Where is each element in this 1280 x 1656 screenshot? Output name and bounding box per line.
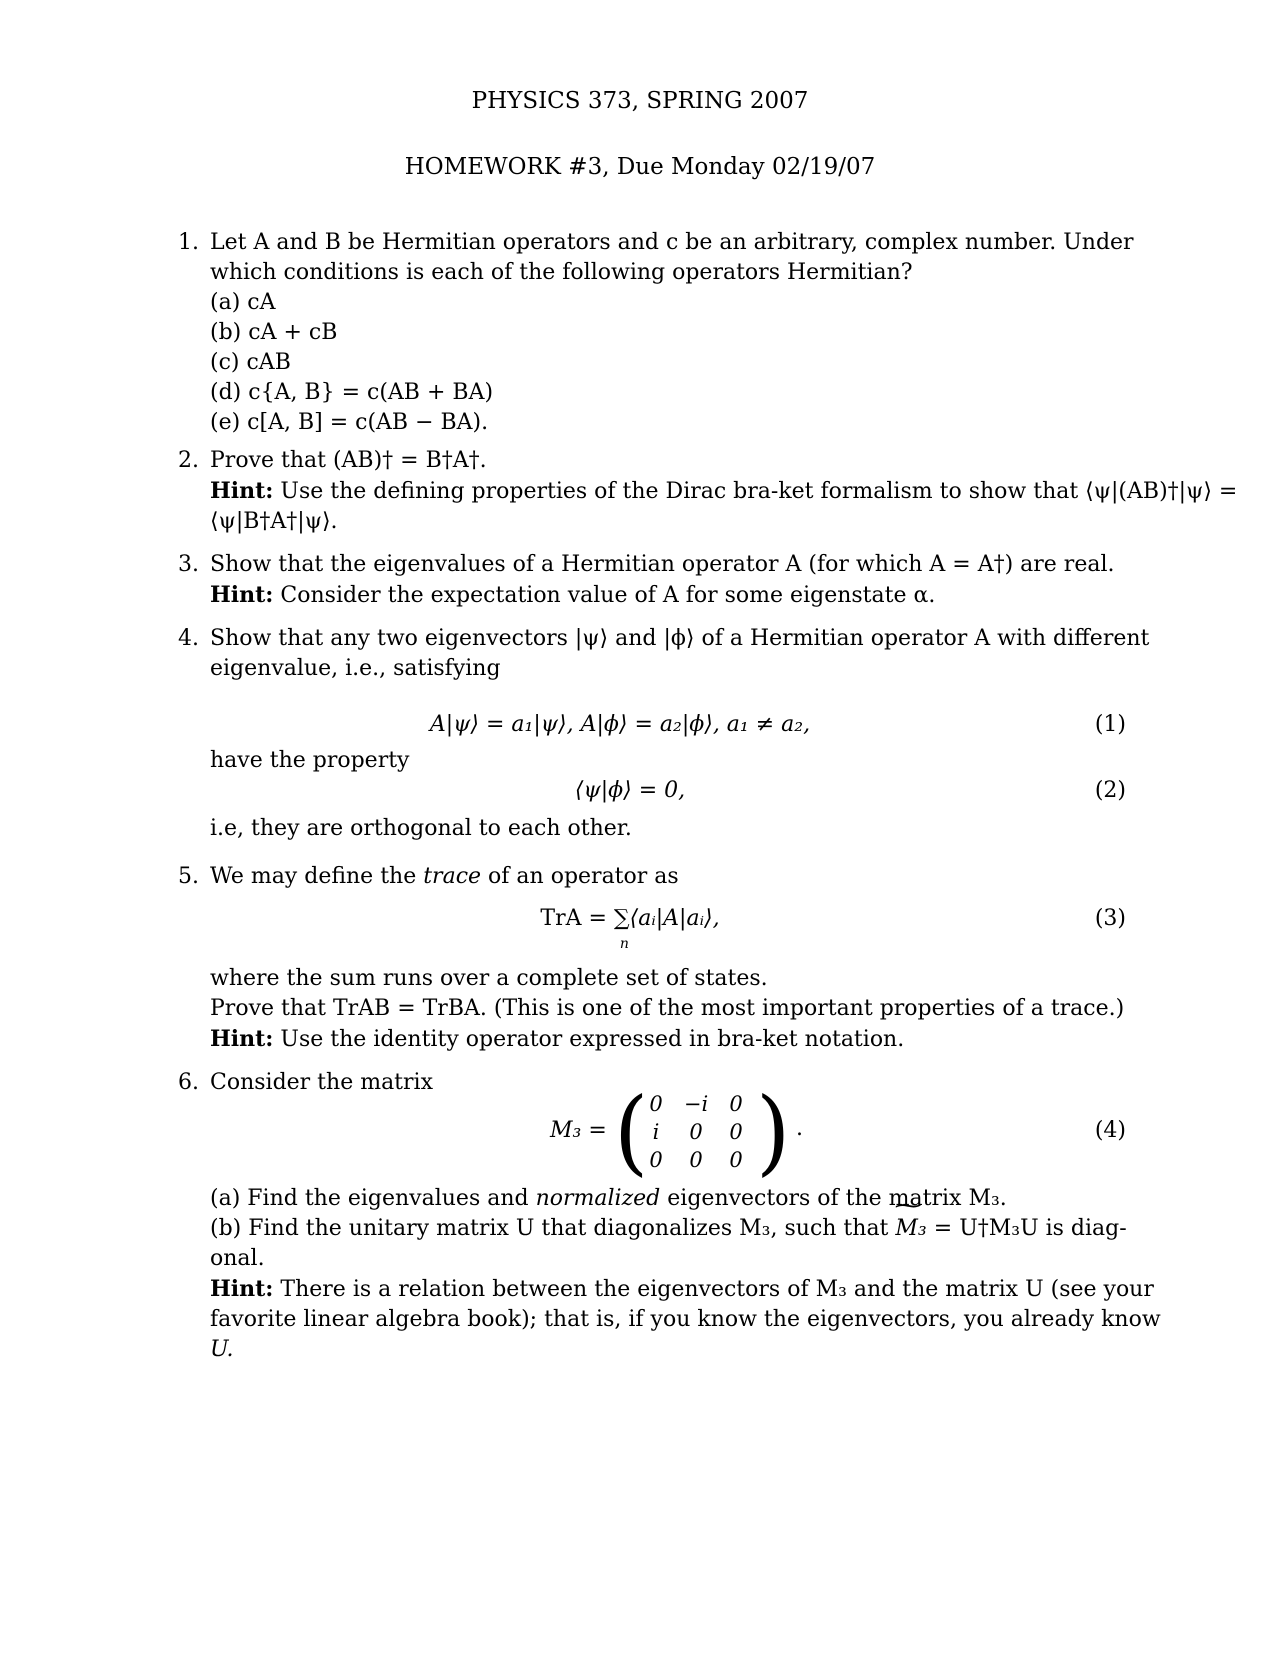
sub-item-b: = U†M₃U is diag- <box>933 1216 1127 1241</box>
problem-text: Prove that (AB)† = B†A†. <box>210 448 487 473</box>
matrix-cell: 0 <box>729 1120 743 1144</box>
matrix-cell: 0 <box>689 1148 703 1172</box>
problem-number: 3. <box>178 552 199 577</box>
matrix-cell: 0 <box>729 1148 743 1172</box>
problem-1 <box>178 228 1134 438</box>
problem-number: 5. <box>178 864 199 889</box>
equation-number: (2) <box>1094 778 1126 803</box>
problem-number: 1. <box>178 230 199 255</box>
hint-text: ⟨ψ|B†A†|ψ⟩. <box>210 509 338 534</box>
sub-item-b: (b) cA + cB <box>210 320 338 345</box>
problem-number: 6. <box>178 1070 199 1095</box>
sum-sign: ∑ <box>613 906 630 931</box>
hint-text: Use the identity operator expressed in bra-ket notation. <box>280 1027 905 1052</box>
right-paren: ) <box>756 1077 791 1186</box>
sub-item-a: (a) cA <box>210 290 276 315</box>
problem-3 <box>178 550 1118 611</box>
equation-left: TrA = <box>540 906 607 931</box>
course-title: PHYSICS 373, SPRING 2007 <box>471 88 809 114</box>
sub-item-c: (c) cAB <box>210 350 291 375</box>
problem-text: eigenvalue, i.e., satisfying <box>210 656 501 681</box>
problem-text: which conditions is each of the following operators Hermitian? <box>210 260 913 285</box>
matrix-cell: 0 <box>649 1148 663 1172</box>
matrix-cell: −i <box>683 1092 709 1116</box>
problem-2 <box>178 446 1238 537</box>
hint-label: Hint: <box>210 582 274 608</box>
equation-number: (1) <box>1094 712 1126 737</box>
sub-item-d: (d) c{A, B} = c(AB + BA) <box>210 380 494 405</box>
emphasis-trace: trace <box>423 864 482 889</box>
problem-number: 4. <box>178 626 199 651</box>
sub-item-a: (a) Find the eigenvalues and <box>210 1186 529 1211</box>
hint-text: There is a relation between the eigenvectors of M₃ and the matrix U (see your <box>280 1277 1154 1302</box>
problem-6-continued <box>178 1184 1161 1365</box>
hint-label: Hint: <box>210 1276 274 1302</box>
sub-item-b: onal. <box>210 1246 265 1271</box>
problem-text: i.e, they are orthogonal to each other. <box>210 816 632 841</box>
problem-4 <box>178 624 1150 684</box>
problem-text: have the property <box>210 748 410 773</box>
problem-text: Consider the matrix <box>210 1070 433 1095</box>
matrix-cell: i <box>652 1120 660 1144</box>
equation-number: (4) <box>1094 1118 1126 1143</box>
sum-symbol <box>613 906 630 952</box>
m3-tilde: ~ M₃ <box>895 1214 926 1244</box>
matrix-cell: 0 <box>689 1120 703 1144</box>
equation-body: A|ψ⟩ = a₁|ψ⟩, A|ϕ⟩ = a₂|ϕ⟩, a₁ ≠ a₂, <box>429 712 811 737</box>
left-paren: ( <box>614 1077 649 1186</box>
problem-5-continued <box>178 964 1125 1055</box>
problem-5 <box>178 862 1118 892</box>
problem-text: Prove that TrAB = TrBA. (This is one of the most important properties of a trace.) <box>210 996 1125 1021</box>
equation-right: ⟨aᵢ|A|aᵢ⟩, <box>629 906 720 931</box>
problem-text: of an operator as <box>488 864 679 889</box>
assignment-title: HOMEWORK #3, Due Monday 02/19/07 <box>404 154 876 180</box>
sub-item-e: (e) c[A, B] = c(AB − BA). <box>210 410 489 435</box>
sum-index: n <box>619 936 629 952</box>
hint-label: Hint: <box>210 478 274 504</box>
sub-item-a: eigenvectors of the matrix M₃. <box>667 1186 1007 1211</box>
problem-text: where the sum runs over a complete set of states. <box>210 966 768 991</box>
matrix-label: M₃ = <box>550 1118 607 1143</box>
matrix-period: . <box>796 1116 803 1141</box>
hint-text: Use the defining properties of the Dirac bra-ket formalism to show that ⟨ψ|(AB)†|ψ⟩ = <box>280 479 1238 504</box>
sub-item-b: (b) Find the unitary matrix U that diagonalizes M₃, such that <box>210 1216 889 1241</box>
problem-number: 2. <box>178 448 199 473</box>
hint-text: Consider the expectation value of A for some eigenstate α. <box>280 583 936 608</box>
problem-text: Show that any two eigenvectors |ψ⟩ and |ϕ⟩ of a Hermitian operator A with different <box>210 626 1150 651</box>
equation-number: (3) <box>1094 906 1126 931</box>
hint-text: U. <box>210 1337 234 1362</box>
matrix-cell: 0 <box>649 1092 663 1116</box>
hint-text: favorite linear algebra book); that is, if you know the eigenvectors, you already know <box>210 1307 1161 1332</box>
problem-text: Show that the eigenvalues of a Hermitian operator A (for which A = A†) are real. <box>210 552 1115 577</box>
problem-text: We may define the <box>210 864 417 889</box>
emphasis-normalized: normalized <box>535 1186 661 1211</box>
matrix-cell: 0 <box>729 1092 743 1116</box>
hint-label: Hint: <box>210 1026 274 1052</box>
matrix-m3 <box>636 1090 756 1174</box>
equation-body: ⟨ψ|ϕ⟩ = 0, <box>574 778 686 803</box>
problem-text: Let A and B be Hermitian operators and c be an arbitrary, complex number. Under <box>210 230 1134 255</box>
